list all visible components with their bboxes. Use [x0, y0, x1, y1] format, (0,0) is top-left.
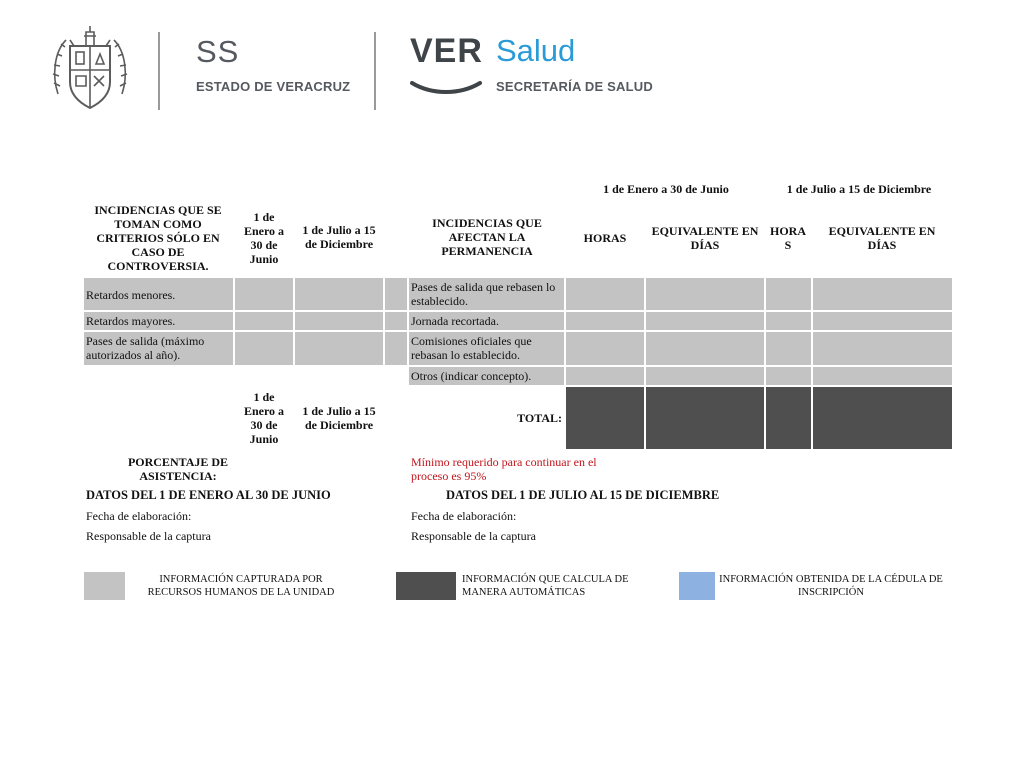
- input-cell[interactable]: [646, 278, 764, 310]
- right-row-label: Jornada recortada.: [411, 314, 499, 328]
- left-row-label: Retardos menores.: [86, 288, 176, 302]
- input-cell[interactable]: [646, 312, 764, 330]
- input-cell[interactable]: [646, 367, 764, 385]
- col-horas-1: HORAS: [583, 231, 627, 245]
- legend-text: INFORMACIÓN OBTENIDA DE LA CÉDULA DE INSCRIPCIÓN: [719, 574, 943, 598]
- legend-text: INFORMACIÓN CAPTURADA POR RECURSOS HUMANOS DE LA UNIDAD: [147, 574, 335, 598]
- input-cell[interactable]: [385, 278, 407, 310]
- attendance-label: PORCENTAJE DE ASISTENCIA:: [127, 455, 229, 483]
- right-row-label: Comisiones oficiales que rebasan lo establecido.: [411, 334, 532, 362]
- right-table-heading: INCIDENCIAS QUE AFECTAN LA PERMANENCIA: [432, 216, 542, 258]
- responsable-label: Responsable de la captura: [411, 529, 536, 543]
- col-equivalente-2: EQUIVALENTE EN DÍAS: [828, 224, 936, 252]
- header-divider: [374, 32, 376, 110]
- input-cell[interactable]: [385, 312, 407, 330]
- input-cell[interactable]: [813, 367, 952, 385]
- input-cell[interactable]: [646, 332, 764, 365]
- left-col2-header: 1 de Julio a 15 de Diciembre: [302, 223, 376, 251]
- estado-label: ESTADO DE VERACRUZ: [196, 79, 351, 94]
- input-cell[interactable]: [813, 278, 952, 310]
- right-row-label: Pases de salida que rebasen lo establecido.: [411, 280, 556, 308]
- second-section-title: DATOS DEL 1 DE JULIO AL 15 DE DICIEMBRE: [446, 488, 720, 502]
- fecha-label: Fecha de elaboración:: [411, 509, 517, 523]
- input-cell[interactable]: [766, 367, 811, 385]
- salud-logo-text: Salud: [496, 33, 576, 68]
- right-row-label: Otros (indicar concepto).: [411, 369, 532, 383]
- total-cell: [813, 387, 952, 449]
- left-table-heading: INCIDENCIAS QUE SE TOMAN COMO CRITERIOS SÓLO EN CASO DE CONTROVERSIA.: [94, 203, 222, 273]
- total-cell: [766, 387, 811, 449]
- ss-logo-text: SS: [196, 34, 240, 69]
- secretaria-label: SECRETARÍA DE SALUD: [496, 79, 653, 94]
- legend-swatch-gray: [84, 572, 125, 600]
- input-cell[interactable]: [813, 312, 952, 330]
- input-cell[interactable]: [295, 312, 383, 330]
- total-cell: [646, 387, 764, 449]
- input-cell[interactable]: [566, 367, 644, 385]
- left-row-label: Retardos mayores.: [86, 314, 176, 328]
- left-col1-header: 1 de Enero a 30 de Junio: [243, 210, 285, 266]
- left-row-label: Pases de salida (máximo autorizados al año).: [86, 334, 205, 362]
- input-cell[interactable]: [813, 332, 952, 365]
- smile-swoosh-icon: [410, 80, 482, 96]
- header-divider: [158, 32, 160, 110]
- input-cell[interactable]: [566, 278, 644, 310]
- attendance-note: Mínimo requerido para continuar en el proceso es 95%: [411, 455, 597, 483]
- col-equivalente-1: EQUIVALENTE EN DÍAS: [651, 224, 759, 252]
- input-cell[interactable]: [235, 332, 293, 365]
- input-cell[interactable]: [766, 332, 811, 365]
- period-header-1: 1 de Enero a 30 de Junio: [603, 182, 729, 196]
- veracruz-coat-of-arms-icon: [50, 24, 130, 112]
- legend-text: INFORMACIÓN QUE CALCULA DE MANERA AUTOMÁTICAS: [462, 574, 629, 598]
- input-cell[interactable]: [235, 312, 293, 330]
- input-cell[interactable]: [385, 332, 407, 365]
- attendance-col1-header: 1 de Enero a 30 de Junio: [243, 390, 285, 446]
- col-horas-2: HORA S: [770, 224, 806, 252]
- fecha-label: Fecha de elaboración:: [86, 509, 192, 523]
- input-cell[interactable]: [766, 312, 811, 330]
- responsable-label: Responsable de la captura: [86, 529, 211, 543]
- legend-swatch-dark: [396, 572, 456, 600]
- input-cell[interactable]: [235, 278, 293, 310]
- total-label: TOTAL:: [517, 411, 562, 425]
- total-cell: [566, 387, 644, 449]
- input-cell[interactable]: [295, 332, 383, 365]
- legend-swatch-blue: [679, 572, 715, 600]
- attendance-col2-header: 1 de Julio a 15 de Diciembre: [302, 404, 376, 432]
- input-cell[interactable]: [766, 278, 811, 310]
- input-cell[interactable]: [566, 332, 644, 365]
- input-cell[interactable]: [566, 312, 644, 330]
- input-cell[interactable]: [295, 278, 383, 310]
- period-header-2: 1 de Julio a 15 de Diciembre: [786, 182, 932, 196]
- ver-logo-text: VER: [410, 32, 483, 70]
- first-section-title: DATOS DEL 1 DE ENERO AL 30 DE JUNIO: [86, 488, 331, 502]
